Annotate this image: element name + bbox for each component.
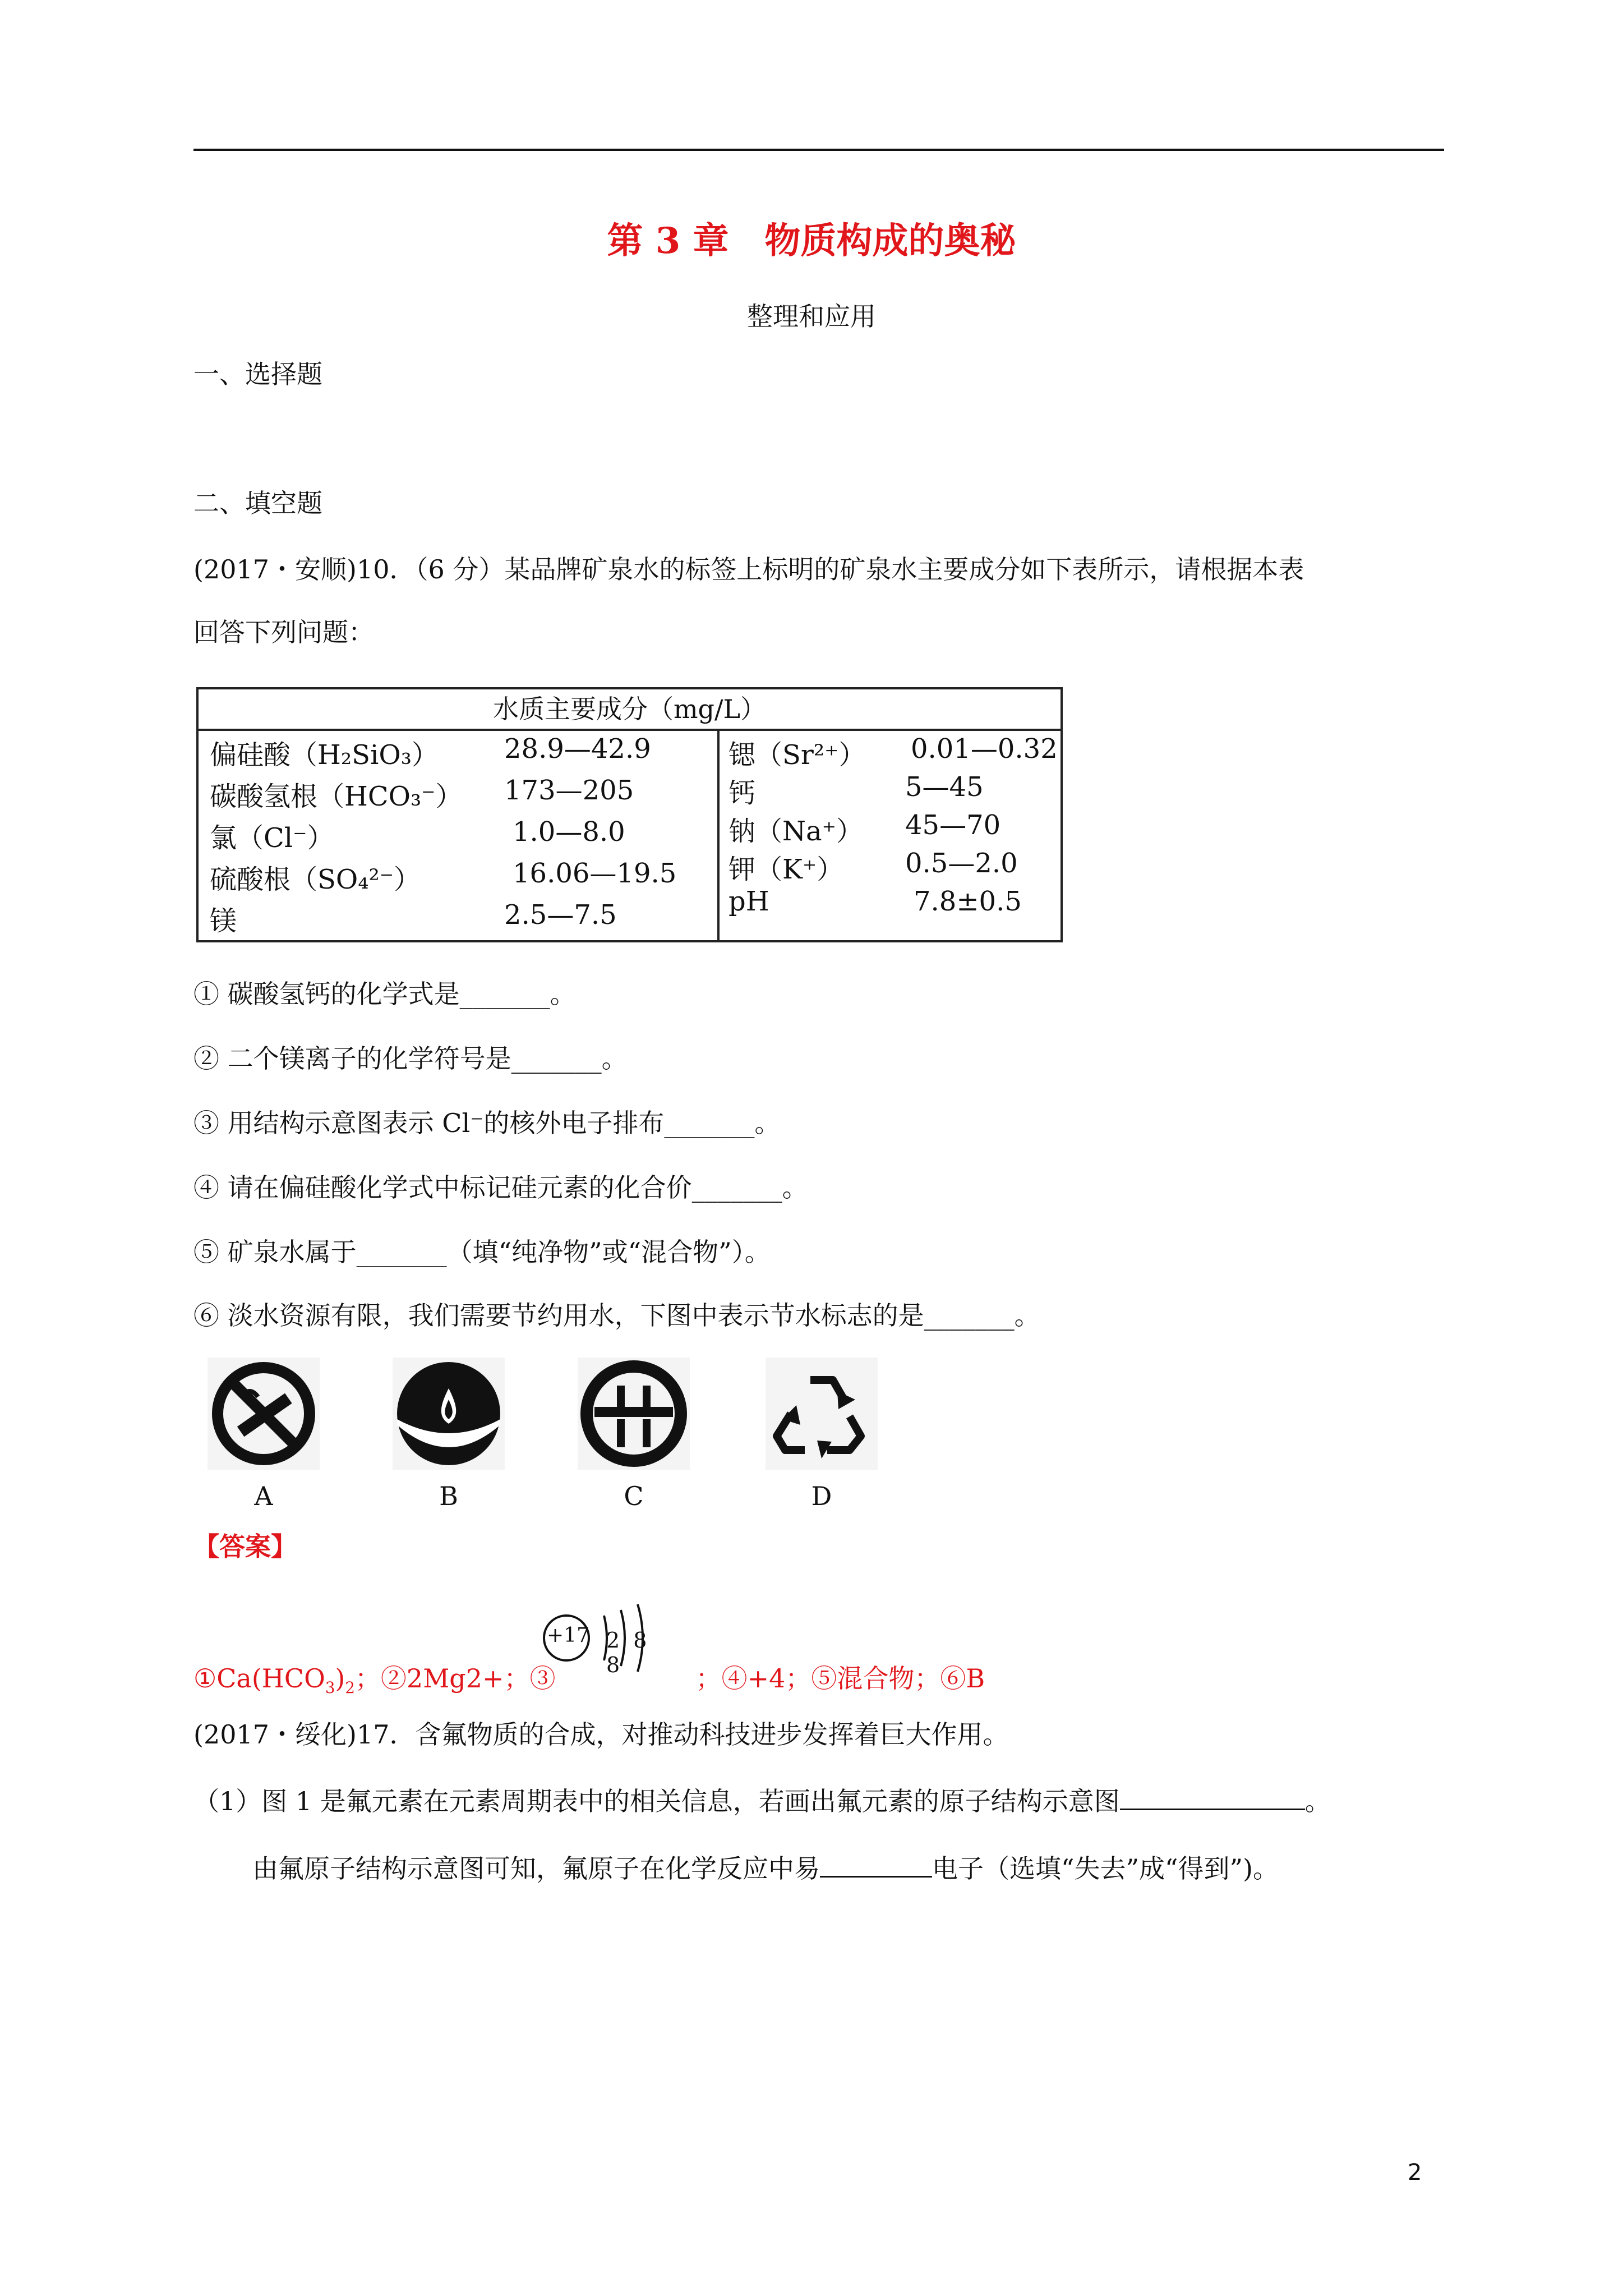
water-saving-icon	[393, 1358, 505, 1470]
answer-blank[interactable]	[1120, 1784, 1305, 1810]
no-smoking-icon	[208, 1358, 320, 1470]
table-row-name: 硫酸根（SO₄²⁻）	[210, 864, 421, 895]
chapter-title: 第 3 章 物质构成的奥秘	[607, 220, 1016, 262]
symbol-label-a: A	[254, 1481, 273, 1511]
answer-part1: ①Ca(HCO	[193, 1663, 325, 1694]
table-header: 水质主要成分（mg/L）	[199, 689, 1061, 731]
table-row-name: 钾（K⁺）	[728, 854, 844, 885]
table-row-value: 45—70	[905, 809, 1001, 841]
table-row-name: 钠（Na⁺）	[728, 816, 863, 847]
table-row-value: 173—205	[504, 775, 634, 806]
table-row-value: 5—45	[905, 771, 984, 803]
q17-line3	[252, 1851, 1279, 1884]
answer-part2: ；②2Mg2+；③	[354, 1663, 556, 1694]
table-row-name: pH	[728, 886, 769, 917]
page-number: 2	[1408, 2160, 1422, 2185]
symbol-label-d: D	[811, 1481, 832, 1511]
q10-line1: (2017・安顺)10．（6 分）某品牌矿泉水的标签上标明的矿泉水主要成分如下表所示，请根据本表	[193, 554, 1304, 585]
q17-line3-text: 由氟原子结构示意图可知，氟原子在化学反应中易	[252, 1853, 820, 1884]
q17-line3-end: 电子（选填“失去”成“得到”)。	[932, 1853, 1279, 1884]
q17-line1: (2017・绥化)17．含氟物质的合成，对推动科技进步发挥着巨大作用。	[193, 1719, 1009, 1750]
answer-heading: 【答案】	[193, 1531, 297, 1562]
q10-line2: 回答下列问题：	[193, 617, 374, 647]
q17-line2-text: （1）图 1 是氟元素在元素周期表中的相关信息，若画出氟元素的原子结构示意图	[193, 1786, 1120, 1816]
answer-part1-sub: 3	[325, 1678, 335, 1697]
header-rule	[193, 149, 1444, 151]
table-row-value: 28.9—42.9	[504, 733, 651, 765]
emblem-icon	[578, 1358, 690, 1470]
electron-shells: 2 8 8	[606, 1628, 651, 1677]
answer-part3: ；④+4；⑤混合物；⑥B	[695, 1663, 985, 1694]
chloride-structure-diagram	[541, 1588, 676, 1688]
table-row-value: 1.0—8.0	[513, 816, 625, 848]
q17-line2	[193, 1784, 1331, 1817]
table-row-name: 氯（Cl⁻）	[210, 822, 334, 854]
recycle-icon	[766, 1358, 878, 1470]
question-2: ② 二个镁离子的化学符号是_______。	[193, 1043, 628, 1074]
table-row-name: 镁	[210, 905, 237, 937]
table-row-name: 碳酸氢根（HCO₃⁻）	[210, 781, 463, 812]
section-choice: 一、选择题	[193, 359, 322, 389]
question-1: ① 碳酸氢钙的化学式是_______。	[193, 979, 576, 1009]
question-3: ③ 用结构示意图表示 Cl⁻的核外电子排布_______。	[193, 1108, 781, 1138]
table-row-name: 锶（Sr²⁺）	[728, 739, 866, 771]
question-6: ⑥ 淡水资源有限，我们需要节约用水，下图中表示节水标志的是_______。	[193, 1300, 1040, 1331]
answer-part1-sub2: 2	[345, 1678, 355, 1697]
table-row-value: 0.5—2.0	[905, 848, 1018, 879]
symbol-label-b: B	[439, 1481, 458, 1511]
table-row-value: 0.01—0.32	[911, 733, 1058, 765]
table-row-name: 偏硅酸（H₂SiO₃）	[210, 739, 439, 771]
table-row-value: 7.8±0.5	[914, 886, 1022, 917]
answer-part1-tail: )	[335, 1663, 345, 1694]
symbol-label-c: C	[624, 1481, 644, 1511]
question-4: ④ 请在偏硅酸化学式中标记硅元素的化合价_______。	[193, 1172, 808, 1203]
section-fill: 二、填空题	[193, 488, 322, 518]
nucleus-charge: +17	[547, 1624, 589, 1647]
table-row-name: 钙	[728, 777, 756, 809]
mineral-water-table	[196, 687, 1063, 942]
q17-line2-end: 。	[1304, 1786, 1331, 1816]
table-row-value: 2.5—7.5	[504, 899, 617, 931]
question-5: ⑤ 矿泉水属于_______（填“纯净物”或“混合物”）。	[193, 1237, 771, 1267]
chapter-subtitle: 整理和应用	[747, 301, 876, 332]
answer-blank[interactable]	[820, 1851, 932, 1878]
table-row-value: 16.06—19.5	[513, 858, 677, 889]
table-divider	[717, 729, 720, 942]
